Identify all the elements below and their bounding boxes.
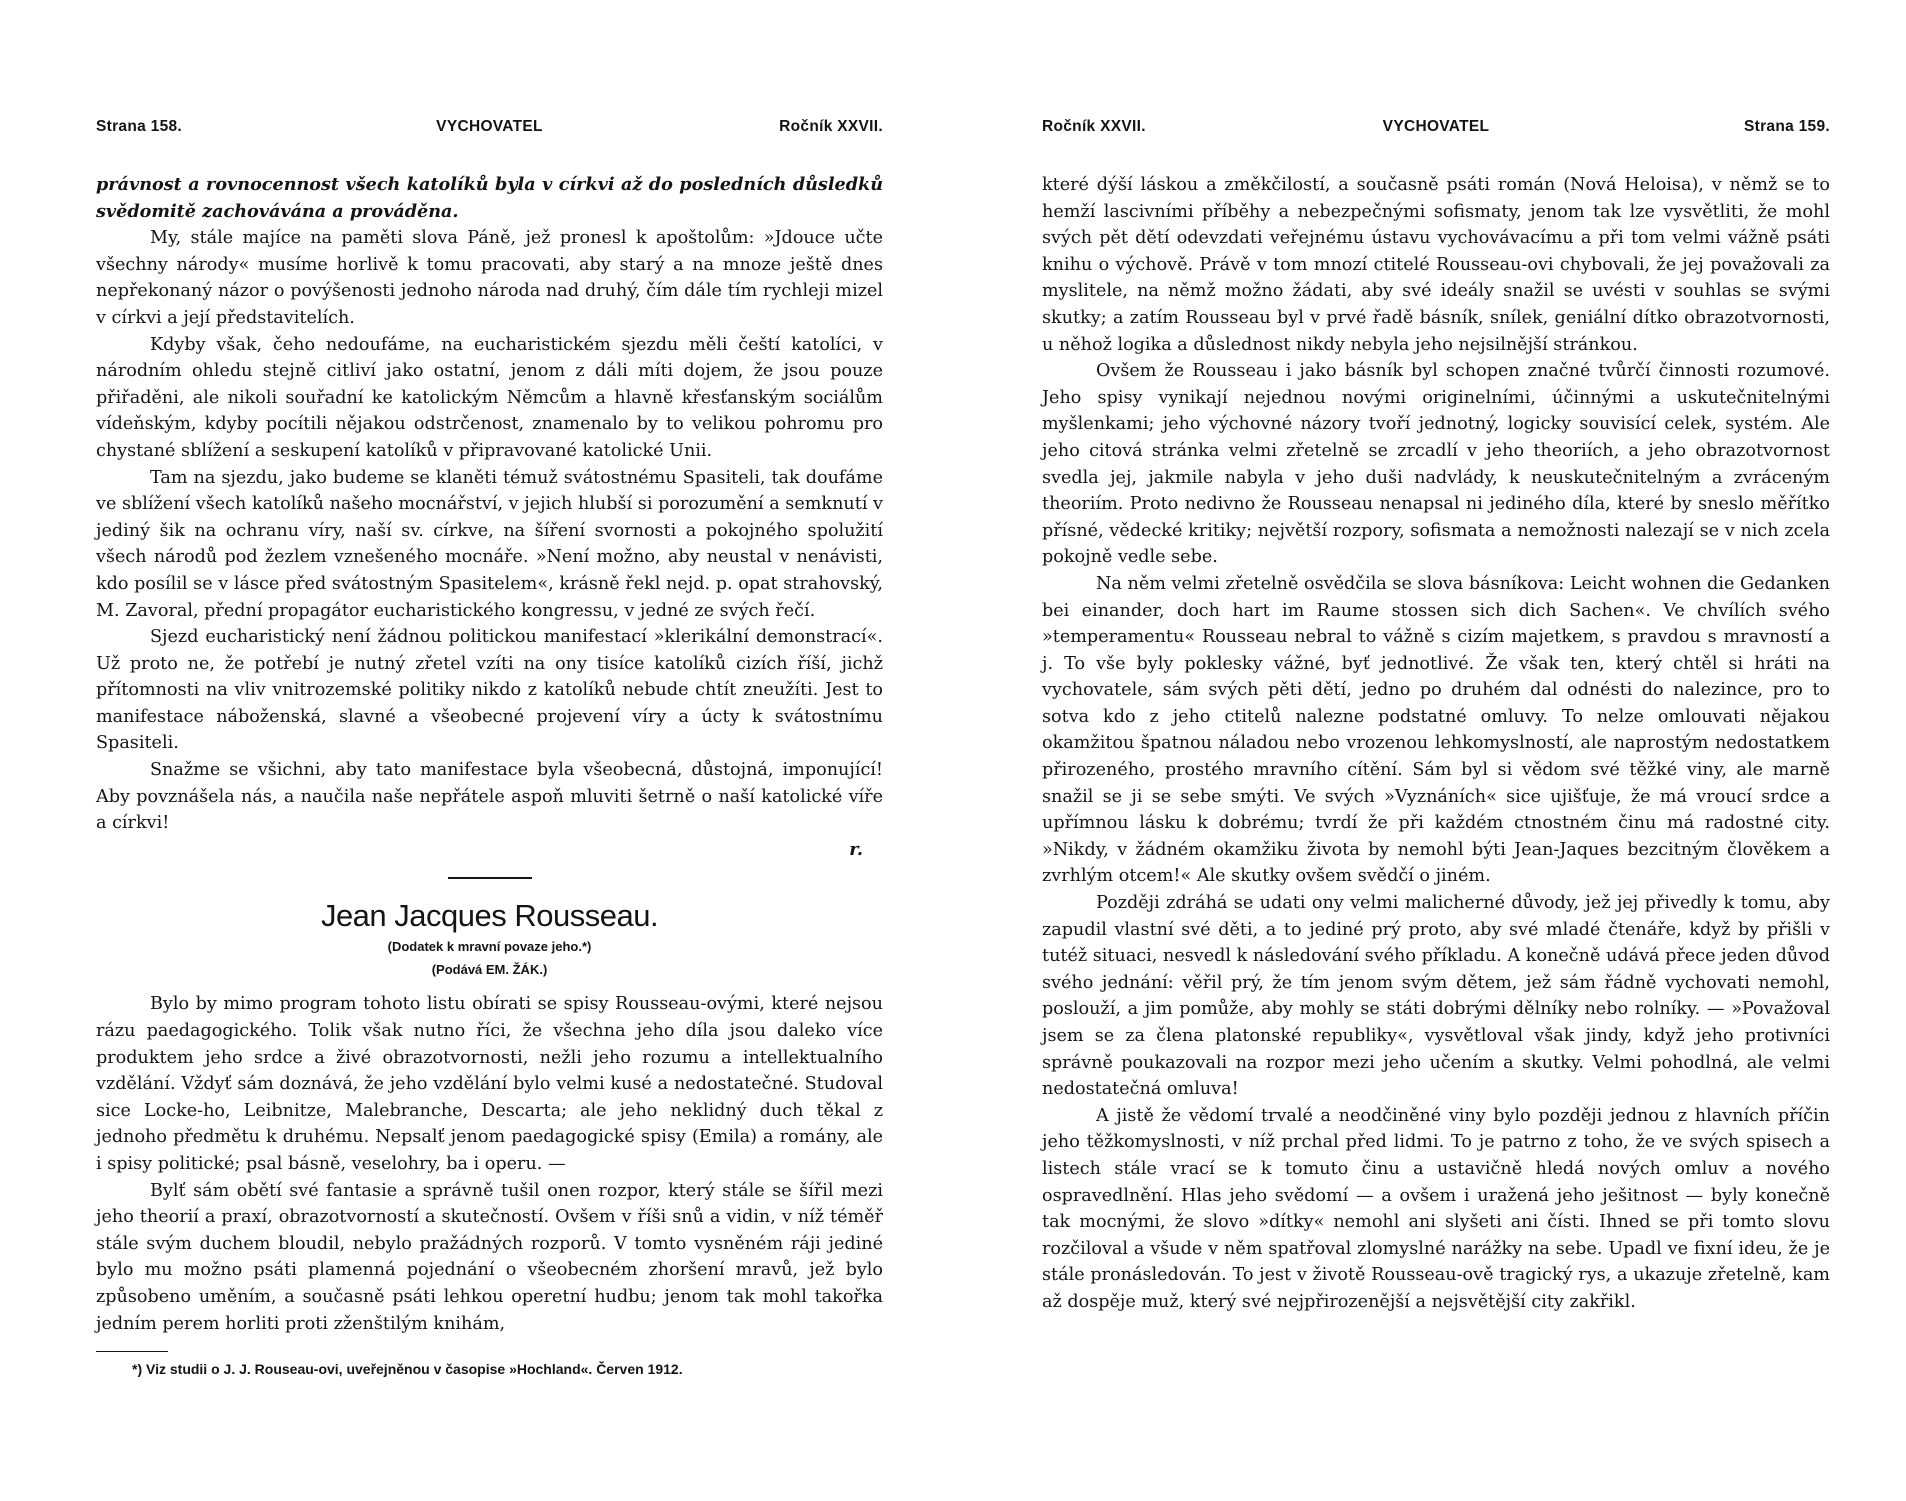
article-subtitle: (Dodatek k mravní povaze jeho.*) <box>387 939 592 955</box>
left-page <box>96 0 883 1501</box>
left-running-header <box>96 118 883 144</box>
signature: r. <box>849 838 863 860</box>
paragraph: Později zdráhá se udati ony velmi malicherné důvody, jež jej přivedly k tomu, aby zapudil vlastní své děti, a to jediné prý proto, aby své mladé čtenáře, když by přišli v tutéž situaci, nesvedl k následování svého příkladu. A konečně udává přece jeden důvod svého jednání: věřil prý, že tím jenom svým dětem, jež sám řádně vychovati nemohl, poslouží, a jim pomůže, aby mohly se státi dobrými dělníky nebo rolníky. — »Považoval jsem se za člena platonské republiky«, vysvětloval však jindy, když jeho protivníci správně poukazovali na rozpor mezi jeho učením a skutky. Velmi pohodlná, ale velmi nedostatečná omluva! <box>1042 893 1830 1100</box>
paragraph: Ovšem že Rousseau i jako básník byl schopen značné tvůrčí činnosti rozumové. Jeho spisy vynikají nejednou novými originelními, účinnými a uskutečnitelnými myšlenkami; jeho výchovné názory tvoří jednotný, logicky souvisící celek, systém. Ale jeho citová stránka velmi zřetelně se zrcadlí v jeho theoriích, a jeho obrazotvornost svedla jej, jakmile nabyla v jeho duši nadvlády, k neuskutečnitelným a zvráceným theoriím. Proto nedivno že Rousseau nenapsal ni jediného díla, které by sneslo měřítko přísné, vědecké kritiky; největší rozpory, sofismata a nemožnosti nalezají se v nich zcela pokojně vedle sebe. <box>1042 361 1830 568</box>
paragraph: My, stále majíce na paměti slova Páně, jež pronesl k apoštolům: »Jdouce učte všechny národy« musíme horlivě k tomu pracovati, aby starý a na mnoze ještě dnes nepřekonaný názor o povýšenosti jednoho národa nad druhý, čím dále tím rychleji mizel v církvi a její představitelích. <box>96 228 883 328</box>
paragraph: Na něm velmi zřetelně osvědčila se slova básníkova: Leicht wohnen die Gedanken bei einander, doch hart im Raume stossen sich dich Sachen«. Ve chvílích svého »temperamentu« Rousseau nebral to vážně s cizím majetkem, s pravdou s mravností a j. To vše byly poklesky vážné, byť jednotlivé. Že však ten, který chtěl si hráti na vychovatele, sám svých pěti dětí, jedno po druhém dal odnésti do nalezince, pro to sotva kdo z jeho ctitelů nalezne podstatné omluvy. To nelze omlouvati nějakou okamžitou špatnou náladou nebo vrozenou lehkomyslností, ale naprostým nedostatkem přirozeného, prostého mravního cítění. Sám byl si vědom své těžké viny, ale marně snažil se ji se sebe smýti. Ve svých »Vyznáních« sice ujišťuje, že má vroucí srdce a upřímnou lásku k dobrému; tvrdí že při každém ctnostném činu má radostné city. »Nikdy, v žádném okamžiku života by nemohl býti Jean-Jaques bezcitným člověkem a zvrhlým otcem!« Ale skutky ovšem svědčí o jiném. <box>1042 573 1830 887</box>
right-journal-title: VYCHOVATEL <box>1382 118 1490 135</box>
paragraph: A jistě že vědomí trvalé a neodčiněné viny bylo později jednou z hlavních příčin jeho těžkomyslnosti, v níž prchal před lidmi. To je patrno z toho, že ve svých spisech a listech stále vrací se k tomuto činu a ustavičně hledá nových omluv a nového ospravedlnění. Hlas jeho svědomí — a ovšem i uražená jeho ješitnost — byly konečně tak mocnými, že slovo »dítky« nemohl ani slyšeti ani čísti. Ihned se při tomto slovu rozčiloval a všude v něm spatřoval zlomyslné narážky na sebe. Upadl ve fixní ideu, že je stále pronásledován. To jest v životě Rousseau-ově tragický rys, a ukazuje zřetelně, kam až dospěje muž, který své nejpřirozenější a nejsvětější city zakřikl. <box>1042 1105 1830 1312</box>
right-page-number: Strana 159. <box>1743 118 1830 135</box>
right-volume: Ročník XXVII. <box>1042 118 1146 135</box>
signature-row <box>96 837 883 864</box>
left-journal-title: VYCHOVATEL <box>436 118 543 135</box>
right-running-header <box>1042 118 1830 144</box>
right-body-text <box>1042 172 1830 1316</box>
paragraph: které dýší láskou a změkčilostí, a současně psáti román (Nová Heloisa), v němž se to hemží lascivními příběhy a nebezpečnými sofismaty, jenom tak lze vysvětliti, že mohl svých pět dětí odevzdati veřejnému ústavu vychovávacímu a při tom velmi vážně psáti knihu o výchově. Právě v tom mnozí ctitelé Rousseau-ovi chybovali, že jej považovali za myslitele, na němž možno žádati, aby své ideály snažil se uvésti v souhlas se svými skutky; a zatím Rousseau byl v prvé řadě básník, snílek, geniální dítko obrazotvornosti, u něhož logika a důslednost nikdy nebyla jeho nejsilnější stránkou. <box>1042 175 1830 355</box>
left-page-number: Strana 158. <box>96 118 183 135</box>
paragraph: Tam na sjezdu, jako budeme se klaněti témuž svátostnému Spasiteli, tak doufáme ve sblížení všech katolíků našeho mocnářství, v jejich hlubší si porozumění a semknutí v jediný šik na ochranu víry, naší sv. církve, na šíření svornosti a pokojného spolužití všech národů pod žezlem vznešeného mocnáře. »Není možno, aby neustal v nenávisti, kdo posílil se v lásce před svátostným Spasitelem«, krásně řekl nejd. p. opat strahovský, M. Zavoral, přední propagátor eucharistického kongressu, v jedné ze svých řečí. <box>96 467 883 621</box>
right-page <box>1042 0 1830 1501</box>
left-body-text <box>96 172 883 1380</box>
left-volume: Ročník XXVII. <box>779 118 883 135</box>
paragraph: Kdyby však, čeho nedoufáme, na eucharistickém sjezdu měli čeští katolíci, v národním ohledu stejně citliví jako ostatní, jenom z dáli míti dojem, že jsou pouze přiřaděni, ale nikoli souřadní ke katolickým Němcům a hlavně křesťanským sociálům vídeňským, kdyby pocítili nějakou odstrčenost, znamenalo by to velikou pohromu pro chystané sblížení a seskupení katolíků v připravované katolické Unii. <box>96 334 883 461</box>
paragraph: právnost a rovnocennost všech katolíků byla v církvi až do posledních důsledků svědomitě zachovávána a prováděna. <box>96 174 883 222</box>
footnote: *) Viz studii o J. J. Rouseau-ovi, uveřejněnou v časopise »Hochland«. Červen 1912. <box>132 1361 683 1378</box>
footnote-divider <box>96 1351 168 1352</box>
article-byline: (Podává EM. ŽÁK.) <box>431 962 548 978</box>
section-divider <box>448 877 532 879</box>
paragraph: Bylť sám obětí své fantasie a správně tušil onen rozpor, který stále se šířil mezi jeho theorií a praxí, obrazotvorností a skutečností. Ovšem v říši snů a vidin, v níž téměř stále svým duchem bloudil, nebylo pražádných rozporů. V tomto vysněném ráji jediné bylo mu možno psáti plamenná pojednání o všeobecném zhoršení mravů, jež bylo způsobeno uměním, a současně psáti lehkou operetní hudbu; jenom tak mohl takořka jedním perem horliti proti zženštilým knihám, <box>96 1180 883 1334</box>
article-title: Jean Jacques Rousseau. <box>320 898 659 934</box>
paragraph: Sjezd eucharistický není žádnou politickou manifestací »klerikální demonstrací«. Už proto ne, že potřebí je nutný zřetel vzíti na ony tisíce katolíků cizích říší, jichž přítomnosti na vliv vnitrozemské politiky nikdo z katolíků nebude chtít zneužíti. Jest to manifestace náboženská, slavné a všeobecné projevení víry a úcty k svátostnímu Spasiteli. <box>96 627 883 754</box>
paragraph: Bylo by mimo program tohoto listu obírati se spisy Rousseau-ovými, které nejsou rázu paedagogického. Tolik však nutno říci, že všechna jeho díla jsou daleko více produktem jeho srdce a živé obrazotvornosti, nežli jeho rozumu a intellektualního vzdělání. Vždyť sám doznává, že jeho vzdělání bylo velmi kusé a nedostatečné. Studoval sice Locke-ho, Leibnitze, Malebranche, Descarta; ale jeho neklidný duch těkal z jednoho předmětu k druhému. Nepsalť jenom paedagogické spisy (Emila) a romány, ale i spisy politické; psal básně, veselohry, ba i operu. — <box>96 994 883 1174</box>
paragraph: Snažme se všichni, aby tato manifestace byla všeobecná, důstojná, imponující! Aby povznášela nás, a naučila naše nepřátele aspoň mluviti šetrně o naší katolické víře a církvi! <box>96 760 883 834</box>
